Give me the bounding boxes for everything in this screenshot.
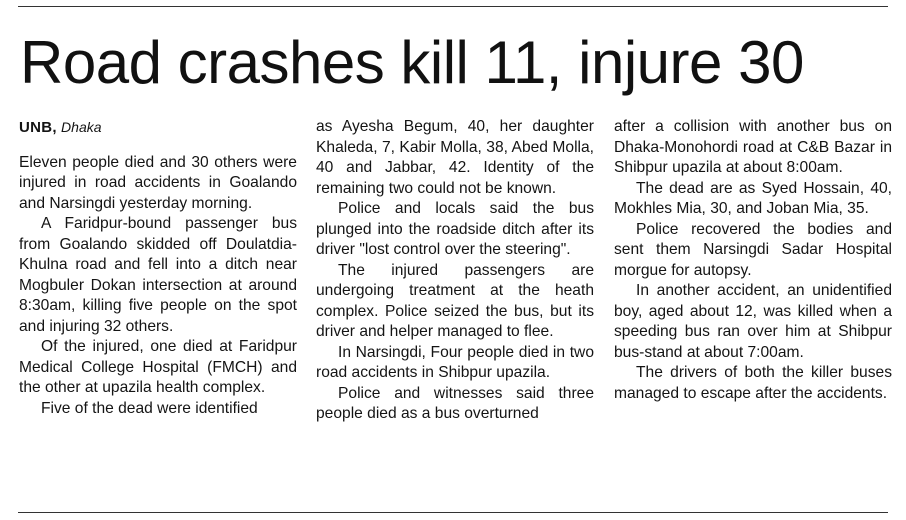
paragraph: In another accident, an unidentified boy, aged about 12, was killed when a speeding bus ran over him at Shibpur bus-stand at about 7:00am. [614,282,892,361]
paragraph: Of the injured, one died at Faridpur Medical College Hospital (FMCH) and the other at upazila health complex. [19,338,297,396]
paragraph: The drivers of both the killer buses managed to escape after the accidents. [614,364,892,402]
paragraph: A Faridpur-bound passenger bus from Goalando skidded off Doulatdia-Khulna road and fell into a ditch near Mogbuler Dokan intersection at around 8:30am, killing five people on the spot and injuring 32 others. [19,215,297,335]
bottom-rule [18,512,888,513]
byline [19,117,297,139]
article-column-3 [614,117,892,404]
paragraph: In Narsingdi, Four people died in two road accidents in Shibpur upazila. [316,343,594,381]
paragraph: Police recovered the bodies and sent them Narsingdi Sadar Hospital morgue for autopsy. [614,220,892,279]
article-column-1 [19,117,297,419]
paragraph: Police and witnesses said three people died as a bus overturned [316,384,594,422]
paragraph: Eleven people died and 30 others were injured in road accidents in Goalando and Narsingdi yesterday morning. [19,153,297,212]
paragraph: Five of the dead were identified [41,399,258,417]
headline: Road crashes kill 11, injure 30 [20,29,804,96]
article-column-2 [316,117,594,425]
byline-agency: UNB, [19,119,57,136]
top-rule [18,6,888,7]
paragraph: The dead are as Syed Hossain, 40, Mokhles Mia, 30, and Joban Mia, 35. [614,179,892,217]
paragraph: Police and locals said the bus plunged into the roadside ditch after its driver "lost control over the steering". [316,200,594,258]
paragraph: after a collision with another bus on Dhaka-Monohordi road at C&B Bazar in Shibpur upazila at about 8:00am. [614,118,892,176]
byline-place: Dhaka [61,119,102,135]
paragraph: as Ayesha Begum, 40, her daughter Khaleda, 7, Kabir Molla, 38, Abed Molla, 40 and Jabbar, 42. Identity of the remaining two could not be known. [316,118,594,197]
paragraph: The injured passengers are undergoing treatment at the heath complex. Police seized the bus, but its driver and helper managed to flee. [316,261,594,340]
